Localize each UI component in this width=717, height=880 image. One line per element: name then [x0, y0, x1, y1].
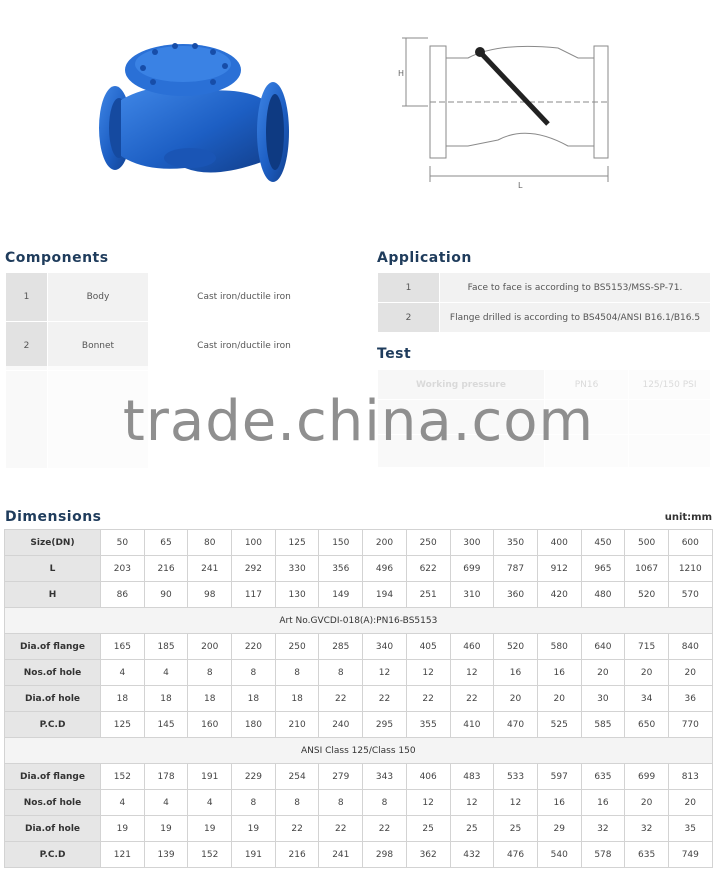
table-cell: 597	[537, 764, 581, 790]
row-label: P.C.D	[5, 842, 101, 868]
table-cell: 254	[275, 764, 319, 790]
table-cell: 8	[275, 790, 319, 816]
table-cell: 32	[625, 816, 669, 842]
table-cell: 22	[363, 686, 407, 712]
table-cell: 12	[494, 790, 538, 816]
table-cell: 241	[319, 842, 363, 868]
table-cell: 406	[406, 764, 450, 790]
table-cell: 699	[450, 556, 494, 582]
row-label: L	[5, 556, 101, 582]
table-row	[6, 273, 340, 322]
table-cell: 343	[363, 764, 407, 790]
table-cell: 150	[319, 530, 363, 556]
table-cell: 178	[144, 764, 188, 790]
table-cell: 570	[668, 582, 712, 608]
table-cell: 300	[450, 530, 494, 556]
table-cell: 22	[275, 816, 319, 842]
watermark: trade.china.com	[0, 366, 717, 476]
table-cell: 22	[319, 816, 363, 842]
table-cell: 194	[363, 582, 407, 608]
table-cell: 410	[450, 712, 494, 738]
size-row	[5, 530, 713, 556]
table-cell: 216	[275, 842, 319, 868]
table-cell: 152	[188, 842, 232, 868]
table-cell: 600	[668, 530, 712, 556]
section-banner-row	[5, 608, 713, 634]
height-row	[5, 582, 713, 608]
table-cell: 200	[188, 634, 232, 660]
table-cell: 285	[319, 634, 363, 660]
table-cell: 578	[581, 842, 625, 868]
table-cell: 100	[232, 530, 276, 556]
table-cell: 25	[494, 816, 538, 842]
table-cell: 191	[188, 764, 232, 790]
table-cell: 355	[406, 712, 450, 738]
row-label: H	[5, 582, 101, 608]
table-cell: 216	[144, 556, 188, 582]
row-label: Dia.of hole	[5, 816, 101, 842]
table-cell: 16	[537, 660, 581, 686]
section-banner: ANSI Class 125/Class 150	[5, 738, 713, 764]
table-cell: 350	[494, 530, 538, 556]
table-cell: 585	[581, 712, 625, 738]
table-cell: 295	[363, 712, 407, 738]
table-cell: 8	[188, 660, 232, 686]
table-cell: 483	[450, 764, 494, 790]
table-cell: 4	[144, 790, 188, 816]
table-cell: 432	[450, 842, 494, 868]
table-cell: 699	[625, 764, 669, 790]
row-label: Nos.of hole	[5, 660, 101, 686]
row-label: Nos.of hole	[5, 790, 101, 816]
components-heading: Components	[5, 250, 109, 266]
table-cell: 4	[188, 790, 232, 816]
table-cell: 12	[406, 660, 450, 686]
table-cell: 30	[581, 686, 625, 712]
table-cell: 98	[188, 582, 232, 608]
table-cell: 229	[232, 764, 276, 790]
table-cell: 496	[363, 556, 407, 582]
table-cell: 405	[406, 634, 450, 660]
table-cell: 715	[625, 634, 669, 660]
table-cell: 20	[668, 790, 712, 816]
table-cell: 540	[537, 842, 581, 868]
table-cell: 500	[625, 530, 669, 556]
application-heading: Application	[377, 250, 472, 266]
table-cell: 4	[101, 790, 145, 816]
table-cell: 340	[363, 634, 407, 660]
table-row	[5, 686, 713, 712]
table-cell: 12	[406, 790, 450, 816]
application-text: Flange drilled is according to BS4504/ANSI B16.1/B16.5	[440, 303, 711, 333]
table-cell: 191	[232, 842, 276, 868]
table-cell: 19	[101, 816, 145, 842]
table-cell: 450	[581, 530, 625, 556]
table-cell: 470	[494, 712, 538, 738]
component-no: 1	[6, 273, 48, 322]
table-cell: 16	[537, 790, 581, 816]
table-cell: 125	[101, 712, 145, 738]
table-cell: 520	[625, 582, 669, 608]
table-cell: 20	[581, 660, 625, 686]
table-cell: 749	[668, 842, 712, 868]
table-row	[5, 634, 713, 660]
section-banner-row	[5, 738, 713, 764]
table-cell: 20	[668, 660, 712, 686]
table-cell: 965	[581, 556, 625, 582]
unit-label: unit:mm	[664, 512, 712, 523]
test-heading: Test	[377, 346, 412, 362]
table-cell: 292	[232, 556, 276, 582]
table-cell: 20	[625, 660, 669, 686]
application-no: 1	[378, 273, 440, 303]
table-cell: 19	[144, 816, 188, 842]
table-cell: 125	[275, 530, 319, 556]
row-label: Dia.of hole	[5, 686, 101, 712]
table-row	[378, 303, 711, 333]
table-cell: 18	[232, 686, 276, 712]
table-cell: 22	[319, 686, 363, 712]
table-cell: 80	[188, 530, 232, 556]
table-cell: 298	[363, 842, 407, 868]
table-row	[5, 764, 713, 790]
table-cell: 1067	[625, 556, 669, 582]
table-cell: 460	[450, 634, 494, 660]
table-cell: 16	[581, 790, 625, 816]
application-table	[377, 272, 711, 333]
table-row	[5, 790, 713, 816]
table-cell: 770	[668, 712, 712, 738]
table-cell: 121	[101, 842, 145, 868]
table-cell: 8	[232, 660, 276, 686]
table-cell: 310	[450, 582, 494, 608]
drawing-h-label: H	[398, 69, 405, 78]
table-cell: 12	[363, 660, 407, 686]
table-cell: 635	[581, 764, 625, 790]
table-cell: 22	[450, 686, 494, 712]
component-part: Body	[48, 273, 149, 322]
row-label: Dia.of flange	[5, 634, 101, 660]
table-cell: 29	[537, 816, 581, 842]
valve-section-drawing	[398, 28, 620, 193]
table-cell: 362	[406, 842, 450, 868]
table-cell: 35	[668, 816, 712, 842]
component-no: 2	[6, 322, 48, 371]
table-cell: 840	[668, 634, 712, 660]
table-cell: 180	[232, 712, 276, 738]
valve-photo	[95, 30, 295, 195]
row-label: P.C.D	[5, 712, 101, 738]
table-cell: 145	[144, 712, 188, 738]
row-label: Dia.of flange	[5, 764, 101, 790]
table-cell: 250	[275, 634, 319, 660]
table-cell: 12	[450, 790, 494, 816]
table-cell: 200	[363, 530, 407, 556]
table-cell: 160	[188, 712, 232, 738]
section-banner: Art No.GVCDI-018(A):PN16-BS5153	[5, 608, 713, 634]
table-cell: 149	[319, 582, 363, 608]
table-cell: 50	[101, 530, 145, 556]
table-cell: 480	[581, 582, 625, 608]
table-cell: 635	[625, 842, 669, 868]
table-cell: 25	[406, 816, 450, 842]
table-cell: 152	[101, 764, 145, 790]
table-cell: 525	[537, 712, 581, 738]
table-cell: 185	[144, 634, 188, 660]
table-cell: 19	[232, 816, 276, 842]
table-cell: 20	[494, 686, 538, 712]
table-cell: 250	[406, 530, 450, 556]
table-row	[5, 660, 713, 686]
table-cell: 240	[319, 712, 363, 738]
table-cell: 912	[537, 556, 581, 582]
table-cell: 18	[188, 686, 232, 712]
table-cell: 279	[319, 764, 363, 790]
table-cell: 787	[494, 556, 538, 582]
application-no: 2	[378, 303, 440, 333]
table-cell: 476	[494, 842, 538, 868]
table-cell: 34	[625, 686, 669, 712]
table-cell: 32	[581, 816, 625, 842]
table-cell: 1210	[668, 556, 712, 582]
table-cell: 86	[101, 582, 145, 608]
table-cell: 650	[625, 712, 669, 738]
table-cell: 18	[275, 686, 319, 712]
table-cell: 8	[363, 790, 407, 816]
table-cell: 65	[144, 530, 188, 556]
table-cell: 813	[668, 764, 712, 790]
dimensions-heading: Dimensions	[5, 509, 102, 525]
table-cell: 533	[494, 764, 538, 790]
table-cell: 19	[188, 816, 232, 842]
component-material: Cast iron/ductile iron	[149, 273, 340, 322]
table-cell: 241	[188, 556, 232, 582]
table-cell: 203	[101, 556, 145, 582]
table-cell: 220	[232, 634, 276, 660]
table-cell: 622	[406, 556, 450, 582]
table-cell: 4	[101, 660, 145, 686]
table-cell: 400	[537, 530, 581, 556]
table-cell: 8	[232, 790, 276, 816]
table-cell: 139	[144, 842, 188, 868]
table-row	[5, 842, 713, 868]
table-cell: 12	[450, 660, 494, 686]
component-material: Cast iron/ductile iron	[149, 322, 340, 371]
table-row	[5, 712, 713, 738]
table-cell: 4	[144, 660, 188, 686]
table-cell: 330	[275, 556, 319, 582]
table-cell: 22	[363, 816, 407, 842]
table-cell: 251	[406, 582, 450, 608]
table-cell: 90	[144, 582, 188, 608]
table-cell: 20	[537, 686, 581, 712]
dimensions-table	[4, 529, 713, 868]
table-cell: 165	[101, 634, 145, 660]
drawing-l-label: L	[518, 181, 523, 190]
application-text: Face to face is according to BS5153/MSS-SP-71.	[440, 273, 711, 303]
component-part: Bonnet	[48, 322, 149, 371]
table-cell: 8	[275, 660, 319, 686]
table-cell: 20	[625, 790, 669, 816]
length-row	[5, 556, 713, 582]
table-cell: 117	[232, 582, 276, 608]
table-cell: 420	[537, 582, 581, 608]
row-label: Size(DN)	[5, 530, 101, 556]
table-cell: 520	[494, 634, 538, 660]
table-cell: 580	[537, 634, 581, 660]
table-cell: 360	[494, 582, 538, 608]
table-row	[378, 273, 711, 303]
table-cell: 8	[319, 790, 363, 816]
table-cell: 640	[581, 634, 625, 660]
table-cell: 22	[406, 686, 450, 712]
table-row	[5, 816, 713, 842]
table-cell: 18	[144, 686, 188, 712]
table-cell: 25	[450, 816, 494, 842]
table-cell: 210	[275, 712, 319, 738]
table-cell: 130	[275, 582, 319, 608]
table-cell: 36	[668, 686, 712, 712]
table-cell: 8	[319, 660, 363, 686]
table-cell: 16	[494, 660, 538, 686]
table-row	[6, 322, 340, 371]
table-cell: 356	[319, 556, 363, 582]
table-cell: 18	[101, 686, 145, 712]
